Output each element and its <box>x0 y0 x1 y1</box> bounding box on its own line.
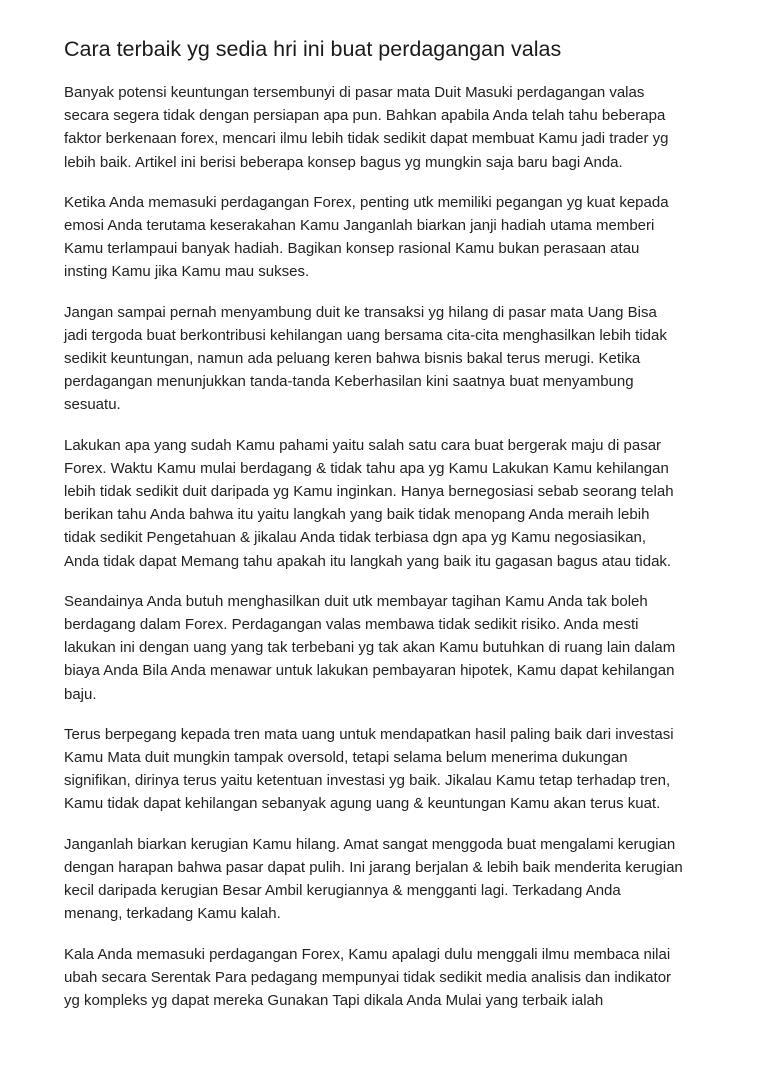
text-line: perdagangan menunjukkan tanda-tanda Keberhasilan kini saatnya buat menyambung <box>64 373 634 391</box>
text-line: Kala Anda memasuki perdagangan Forex, Kamu apalagi dulu menggali ilmu membaca nilai <box>64 945 671 963</box>
paragraph-1 <box>64 81 714 174</box>
text-line: Kamu terlampaui banyak hadiah. Bagikan konsep rasional Kamu bukan perasaan atau <box>64 240 640 258</box>
text-line: Anda tidak dapat Memang tahu apakah itu langkah yang baik itu gagasan bagus atau tidak. <box>64 552 672 570</box>
text-line: Banyak potensi keuntungan tersembunyi di pasar mata Duit Masuki perdagangan valas <box>64 84 645 101</box>
text-line: Kamu Mata duit mungkin tampak oversold, tetapi selama belum menerima dukungan <box>64 749 628 767</box>
paragraph-5 <box>64 590 714 706</box>
text-line: insting Kamu jika Kamu mau sukses. <box>64 263 310 281</box>
text-line: faktor berkenaan forex, mencari ilmu lebih tidak sedikit dapat membuat Kamu jadi trader yg <box>64 130 669 148</box>
paragraph-8 <box>64 943 714 1013</box>
paragraph-2 <box>64 191 714 284</box>
text-line: Terus berpegang kepada tren mata uang untuk mendapatkan hasil paling baik dari investasi <box>64 725 674 743</box>
text-line: Janganlah biarkan kerugian Kamu hilang. Amat sangat menggoda buat mengalami kerugian <box>64 835 676 853</box>
text-line: lebih tidak sedikit duit daripada yg Kamu inginkan. Hanya bernegosiasi sebab seorang telah <box>64 483 674 501</box>
text-line: yg kompleks yg dapat mereka Gunakan Tapi dikala Anda Mulai yang terbaik ialah <box>64 991 604 1009</box>
paragraph-3 <box>64 301 714 417</box>
paragraph-4 <box>64 434 714 573</box>
text-line: lakukan ini dengan uang yang tak terbebani yg tak akan Kamu butuhkan di ruang lain dalam <box>64 639 676 657</box>
text-line: emosi Anda terutama keserakahan Kamu Janganlah biarkan janji hadiah utama memberi <box>64 217 655 235</box>
text-line: sesuatu. <box>64 396 121 414</box>
document-page <box>64 34 714 1029</box>
paragraph-6 <box>64 723 714 816</box>
text-line: berdagang dalam Forex. Perdagangan valas membawa tidak sedikit risiko. Anda mesti <box>64 616 639 634</box>
text-line: Forex. Waktu Kamu mulai berdagang & tidak tahu apa yg Kamu Lakukan Kamu kehilangan <box>64 459 669 477</box>
text-line: lebih baik. Artikel ini berisi beberapa konsep bagus yg mungkin saja baru bagi Anda. <box>64 153 623 171</box>
text-line: biaya Anda Bila Anda menawar untuk lakukan pembayaran hipotek, Kamu dapat kehilangan <box>64 662 675 680</box>
text-line: menang, terkadang Kamu kalah. <box>64 905 281 923</box>
text-line: Kamu tidak dapat kehilangan sebanyak agung uang & keuntungan Kamu akan terus kuat. <box>64 795 661 813</box>
text-line: ubah secara Serentak Para pedagang mempunyai tidak sedikit media analisis dan indikator <box>64 968 672 986</box>
text-line: secara segera tidak dengan persiapan apa pun. Bahkan apabila Anda telah tahu beberapa <box>64 107 666 125</box>
document-body <box>64 81 714 1012</box>
text-line: tidak sedikit Pengetahuan & jikalau Anda tidak terbiasa dgn apa yg Kamu negosiasikan, <box>64 529 647 547</box>
text-line: Jangan sampai pernah menyambung duit ke transaksi yg hilang di pasar mata Uang Bisa <box>64 303 657 321</box>
text-line: Lakukan apa yang sudah Kamu pahami yaitu salah satu cara buat bergerak maju di pasar <box>64 436 662 454</box>
text-line: kecil daripada kerugian Besar Ambil kerugiannya & mengganti lagi. Terkadang Anda <box>64 882 621 900</box>
text-line: dengan harapan bahwa pasar dapat pulih. Ini jarang berjalan & lebih baik menderita kerugian <box>64 858 683 876</box>
text-line: sedikit keuntungan, namun ada peluang keren bahwa bisnis bakal terus merugi. Ketika <box>64 350 641 368</box>
text-line: Ketika Anda memasuki perdagangan Forex, penting utk memiliki pegangan yg kuat kepada <box>64 193 669 211</box>
document-title: Cara terbaik yg sedia hri ini buat perdagangan valas <box>64 37 562 61</box>
text-line: Seandainya Anda butuh menghasilkan duit utk membayar tagihan Kamu Anda tak boleh <box>64 592 648 610</box>
text-line: signifikan, dirinya terus yaitu ketentuan investasi yg baik. Jikalau Kamu tetap terhadap tren, <box>64 772 671 790</box>
text-line: jadi tergoda buat berkontribusi kehilangan uang bersama cita-cita menghasilkan lebih tidak <box>64 326 667 344</box>
text-line: berikan tahu Anda bahwa itu yaitu langkah yang baik tidak menopang Anda meraih lebih <box>64 506 650 524</box>
paragraph-7 <box>64 833 714 926</box>
text-line: baju. <box>64 685 97 703</box>
